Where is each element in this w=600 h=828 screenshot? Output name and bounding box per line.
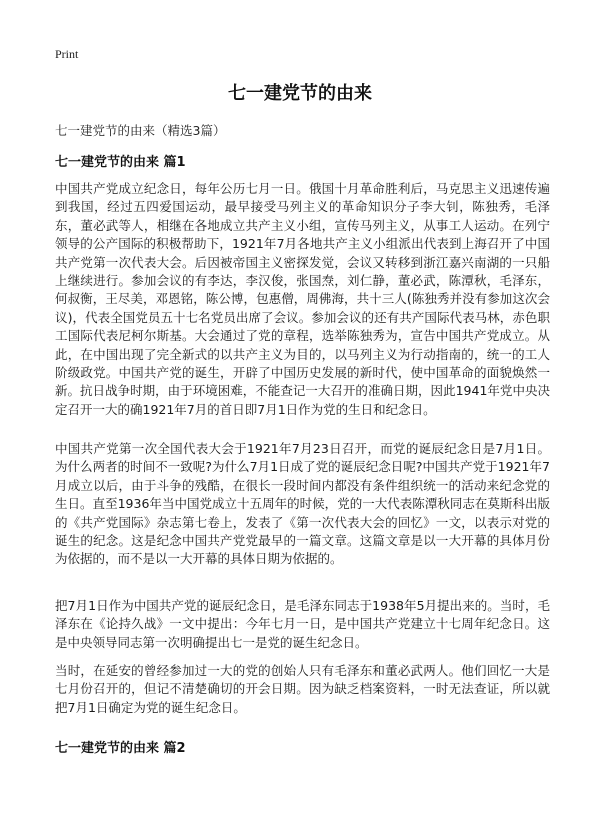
paragraph-4: 当时，在延安的曾经参加过一大的党的创始人只有毛泽东和董必武两人。他们回忆一大是七月份召开的，但记不清楚确切的开会日期。因为缺乏档案资料，一时无法查证，所以就把7月1日确定为党的诞生纪念日。 xyxy=(55,663,550,715)
document-subtitle: 七一建党节的由来（精选3篇） xyxy=(55,123,226,138)
section-heading-1: 七一建党节的由来 篇1 xyxy=(55,155,186,170)
paragraph-1: 中国共产党成立纪念日，每年公历七月一日。俄国十月革命胜利后，马克思主义迅速传遍到我国，经过五四爱国运动，最早接受马列主义的革命知识分子李大钊，陈独秀，毛泽东，董必武等人，相继在各地成立共产主义小组，宣传马列主义，从事工人运动。在列宁领导的公产国际的积极帮助下，1921年7月各地共产主义小组派出代表到上海召开了中国共产党第一次代表大会。后因被帝国主义密探发觉，会议又转移到浙江嘉兴南湖的一只船上继续进行。参加会议的有李达，李汉俊，张国焘，刘仁静，董必武，陈潭秋，毛泽东，何叔衡，王尽美，邓恩铭，陈公博，包惠僧，周佛海，共十三人(陈独秀并没有参加这次会议)，代表全国党员五十七名党员出席了会议。参加会议的还有共产国际代表马林，赤色职工国际代表尼柯尔斯基。大会通过了党的章程，选举陈独秀为，宣告中国共产党成立。从此，在中国出现了完全新式的以共产主义为目的，以马列主义为行动指南的，统一的工人阶级政党。中国共产党的诞生，开辟了中国历史发展的新时代，使中国革命的面貌焕然一新。抗日战争时期，由于环境困难，不能查记一大召开的准确日期，因此1941年党中央决定召开一大的确1921年7月的首日即7月1日作为党的生日和纪念日。 xyxy=(55,181,550,417)
print-link[interactable]: Print xyxy=(55,47,79,61)
page-title: 七一建党节的由来 xyxy=(228,83,372,104)
paragraph-2: 中国共产党第一次全国代表大会于1921年7月23日召开，而党的诞辰纪念日是7月1日。为什么两者的时间不一致呢?为什么7月1日成了党的诞辰纪念日呢?中国共产党于1921年7月成立以后，由于斗争的残酷，在很长一段时间内都没有条件组织统一的活动来纪念党的生日。直至1936年当中国党成立十五周年的时候，党的一大代表陈潭秋同志在莫斯科出版的《共产党国际》杂志第七卷上，发表了《第一次代表大会的回忆》一文，以表示对党的诞生的纪念。这是纪念中国共产党党最早的一篇文章。这篇文章是以一大开幕的具体月份为依据的，而不是以一大开幕的具体日期为依据的。 xyxy=(55,441,550,567)
paragraph-3: 把7月1日作为中国共产党的诞辰纪念日，是毛泽东同志于1938年5月提出来的。当时，毛泽东在《论持久战》一文中提出：今年七月一日，是中国共产党建立十七周年纪念日。这是中央领导同志第一次明确提出七一是党的诞生纪念日。 xyxy=(55,598,550,650)
section-heading-2: 七一建党节的由来 篇2 xyxy=(55,741,186,756)
